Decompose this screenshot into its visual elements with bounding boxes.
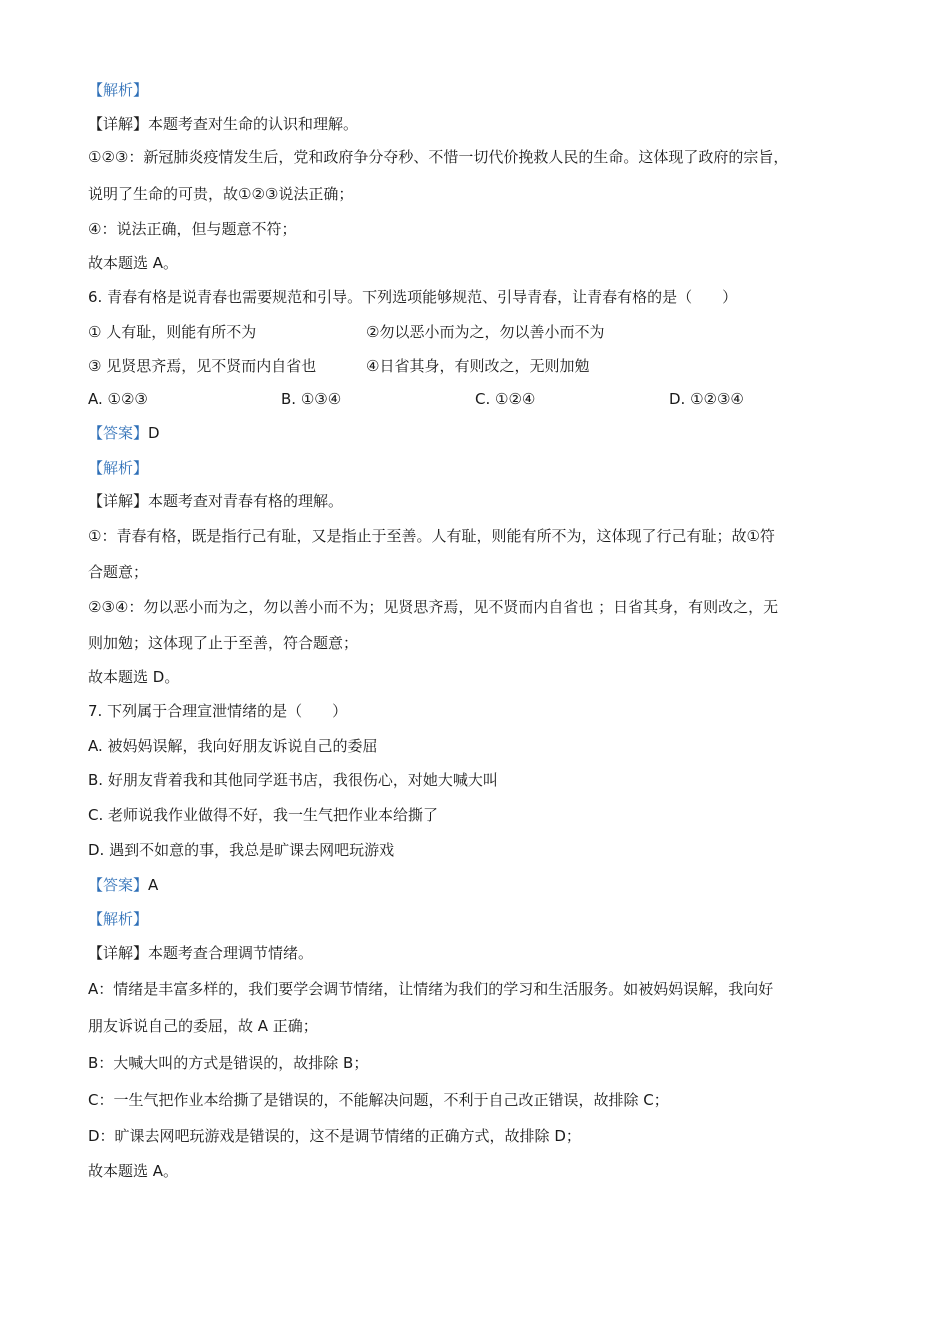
answer-value: A bbox=[148, 876, 159, 894]
q6-answer bbox=[88, 421, 160, 445]
q6-paragraph-2-line-2: 则加勉；这体现了止于至善，符合题意； bbox=[88, 634, 359, 652]
q6-statement-2: ②勿以恶小而为之，勿以善小而不为 bbox=[366, 323, 605, 341]
q7-paragraph-b: B：大喊大叫的方式是错误的，故排除 B； bbox=[88, 1054, 369, 1072]
answer-tag: 【答案】 bbox=[88, 876, 149, 894]
q7-option-c: C. 老师说我作业做得不好，我一生气把作业本给撕了 bbox=[88, 806, 439, 824]
q6-statements-row-2 bbox=[88, 354, 868, 378]
detail-tag: 【详解】 bbox=[88, 492, 149, 510]
q7-paragraph-d: D：旷课去网吧玩游戏是错误的，这不是调节情绪的正确方式，故排除 D； bbox=[88, 1127, 581, 1145]
q6-paragraph-1-line-2: 合题意； bbox=[88, 563, 149, 581]
q7-paragraph-a-line-2: 朋友诉说自己的委屈，故 A 正确； bbox=[88, 1017, 318, 1035]
q6-statements-row-1 bbox=[88, 320, 868, 344]
q6-analysis-heading bbox=[88, 456, 148, 480]
q6-question: 6. 青春有格是说青春也需要规范和引导。下列选项能够规范、引导青春，让青春有格的是（ ） bbox=[88, 288, 738, 306]
q7-option-a: A. 被妈妈误解，我向好朋友诉说自己的委屈 bbox=[88, 737, 378, 755]
q5-paragraph-2: ④：说法正确，但与题意不符； bbox=[88, 220, 297, 238]
q6-options-row bbox=[88, 387, 868, 411]
q6-detail bbox=[88, 489, 343, 513]
q7-question: 7. 下列属于合理宣泄情绪的是（ ） bbox=[88, 702, 348, 720]
q5-detail bbox=[88, 112, 358, 136]
detail-tag: 【详解】 bbox=[88, 115, 149, 133]
q7-paragraph-c: C：一生气把作业本给撕了是错误的，不能解决问题，不利于自己改正错误，故排除 C； bbox=[88, 1091, 669, 1109]
q6-option-b: B. ①③④ bbox=[281, 390, 342, 408]
q7-option-d: D. 遇到不如意的事，我总是旷课去网吧玩游戏 bbox=[88, 841, 395, 859]
q7-paragraph-a-line-1: A：情绪是丰富多样的，我们要学会调节情绪，让情绪为我们的学习和生活服务。如被妈妈误解，我向好 bbox=[88, 980, 774, 998]
analysis-tag: 【解析】 bbox=[88, 459, 149, 477]
q6-statement-1: ① 人有耻，则能有所不为 bbox=[88, 323, 257, 341]
detail-text: 本题考查对青春有格的理解。 bbox=[148, 492, 344, 510]
q6-option-d: D. ①②③④ bbox=[669, 390, 744, 408]
q6-paragraph-1-line-1: ①：青春有格，既是指行己有耻，又是指止于至善。人有耻，则能有所不为，这体现了行己有耻；故①符 bbox=[88, 527, 775, 545]
q6-statement-4: ④日省其身，有则改之，无则加勉 bbox=[366, 357, 590, 375]
analysis-tag: 【解析】 bbox=[88, 910, 149, 928]
q7-conclusion: 故本题选 A。 bbox=[88, 1162, 179, 1180]
q5-conclusion: 故本题选 A。 bbox=[88, 254, 179, 272]
q5-paragraph-1-line-1: ①②③：新冠肺炎疫情发生后，党和政府争分夺秒、不惜一切代价挽救人民的生命。这体现了政府的宗旨， bbox=[88, 148, 789, 166]
q6-option-a: A. ①②③ bbox=[88, 390, 148, 408]
q7-detail bbox=[88, 941, 313, 965]
q7-answer bbox=[88, 873, 158, 897]
q5-analysis-heading bbox=[88, 78, 148, 102]
q6-conclusion: 故本题选 D。 bbox=[88, 668, 180, 686]
q5-paragraph-1-line-2: 说明了生命的可贵，故①②③说法正确； bbox=[88, 185, 354, 203]
q7-option-b: B. 好朋友背着我和其他同学逛书店，我很伤心，对她大喊大叫 bbox=[88, 771, 498, 789]
detail-text: 本题考查合理调节情绪。 bbox=[148, 944, 314, 962]
q6-statement-3: ③ 见贤思齐焉，见不贤而内自省也 bbox=[88, 357, 317, 375]
detail-tag: 【详解】 bbox=[88, 944, 149, 962]
q7-analysis-heading bbox=[88, 907, 148, 931]
answer-tag: 【答案】 bbox=[88, 424, 149, 442]
q6-option-c: C. ①②④ bbox=[475, 390, 536, 408]
answer-value: D bbox=[148, 424, 160, 442]
analysis-tag: 【解析】 bbox=[88, 81, 149, 99]
detail-text: 本题考查对生命的认识和理解。 bbox=[148, 115, 359, 133]
q6-paragraph-2-line-1: ②③④：勿以恶小而为之，勿以善小而不为；见贤思齐焉，见不贤而内自省也 ；日省其身，有则改之，无 bbox=[88, 598, 779, 616]
